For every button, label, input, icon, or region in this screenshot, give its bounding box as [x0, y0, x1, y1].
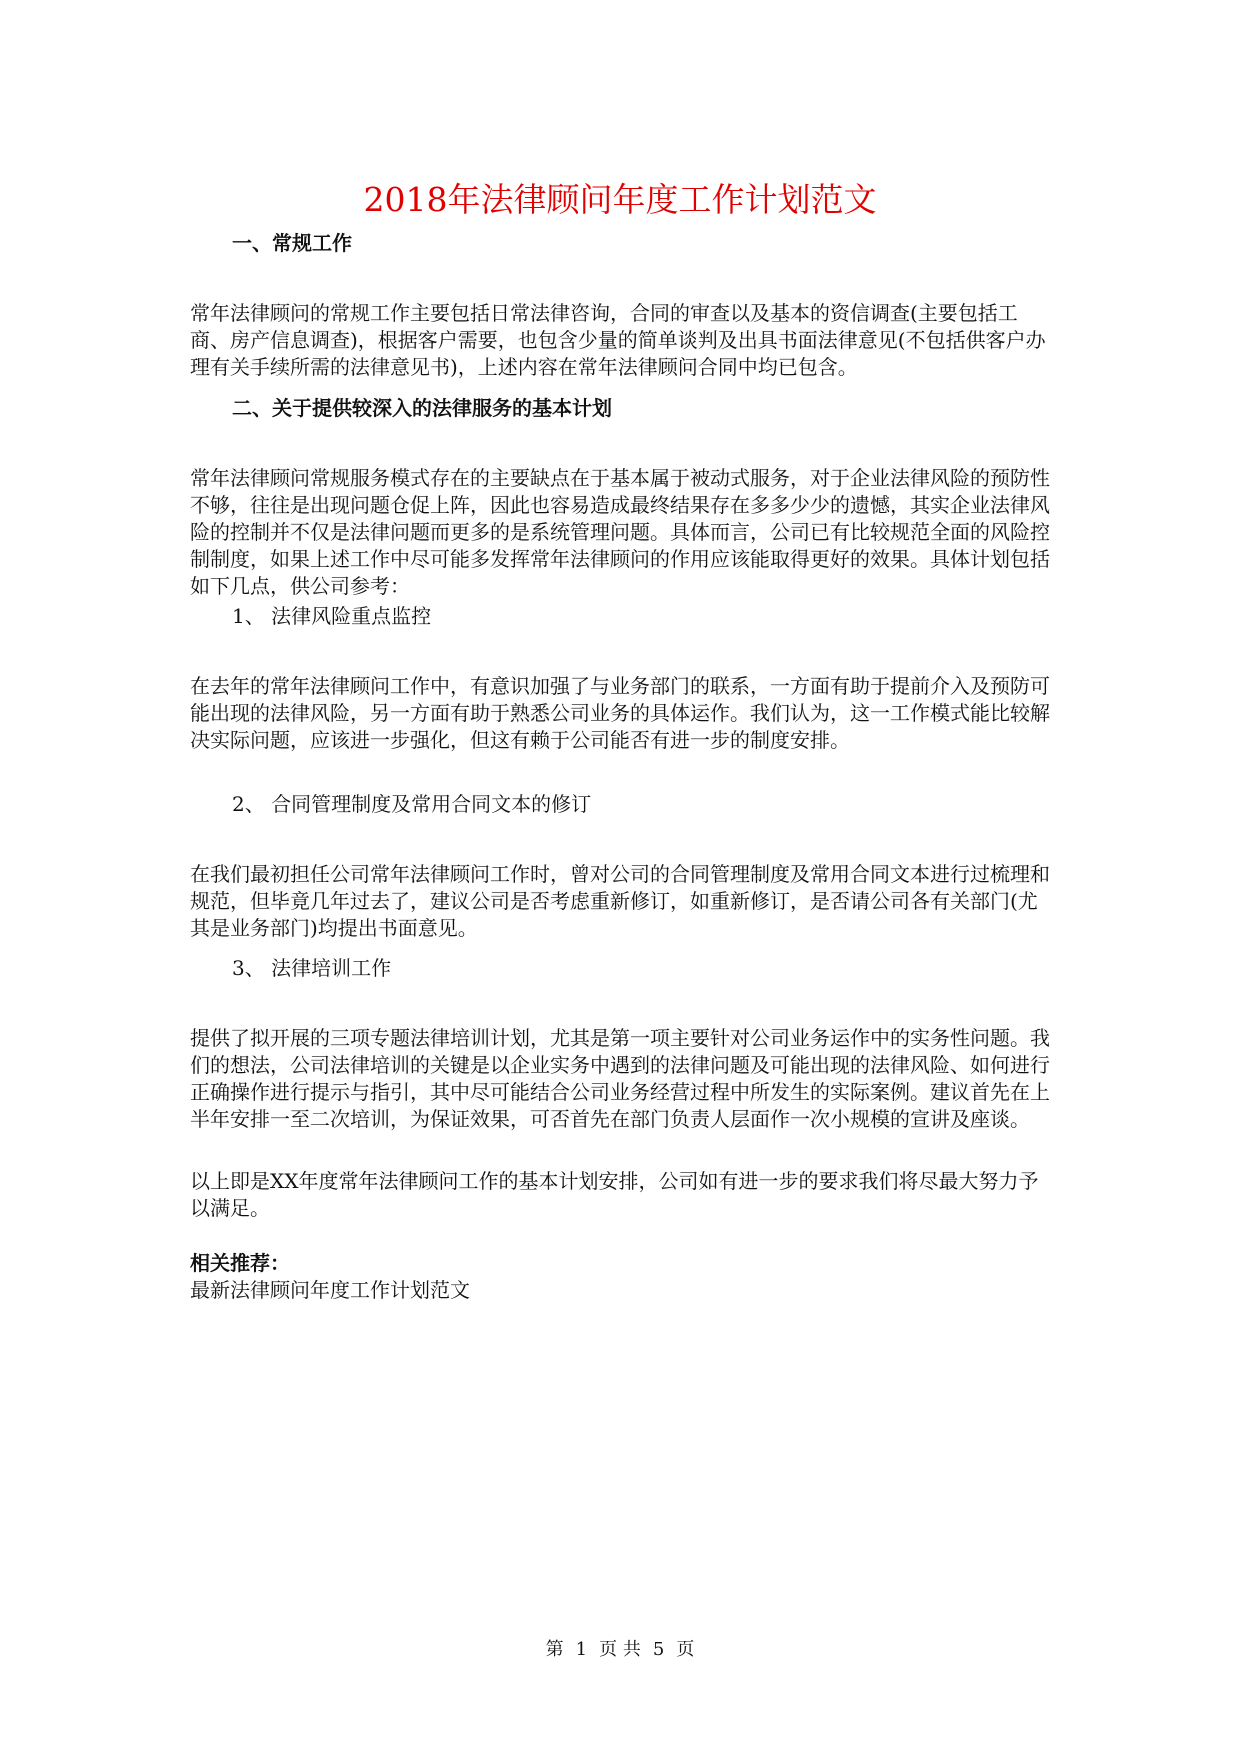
footer-middle: 页 共 — [599, 1639, 641, 1660]
item-1-heading: 1、 法律风险重点监控 — [232, 604, 432, 628]
section-2-paragraph: 常年法律顾问常规服务模式存在的主要缺点在于基本属于被动式服务，对于企业法律风险的预防性不够，往往是出现问题仓促上阵，因此也容易造成最终结果存在多多少少的遗憾，其实企业法律风险的控制并不仅是法律问题而更多的是系统管理问题。具体而言，公司已有比较规范全面的风险控制制度，如果上述工作中尽可能多发挥常年法律顾问的作用应该能取得更好的效果。具体计划包括如下几点，供公司参考： — [190, 466, 1050, 598]
item-2-heading: 2、 合同管理制度及常用合同文本的修订 — [232, 792, 592, 816]
section-2-heading: 二、关于提供较深入的法律服务的基本计划 — [232, 396, 612, 420]
footer-suffix: 页 — [676, 1639, 695, 1660]
closing-paragraph: 以上即是XX年度常年法律顾问工作的基本计划安排，公司如有进一步的要求我们将尽最大努力予以满足。 — [190, 1169, 1039, 1220]
item-1-paragraph: 在去年的常年法律顾问工作中，有意识加强了与业务部门的联系，一方面有助于提前介入及预防可能出现的法律风险，另一方面有助于熟悉公司业务的具体运作。我们认为，这一工作模式能比较解决实际问题，应该进一步强化，但这有赖于公司能否有进一步的制度安排。 — [190, 674, 1050, 752]
footer-current-page: 1 — [575, 1639, 588, 1660]
related-link[interactable]: 最新法律顾问年度工作计划范文 — [190, 1278, 470, 1302]
footer-prefix: 第 — [545, 1639, 564, 1660]
document-title: 2018年法律顾问年度工作计划范文 — [363, 180, 877, 219]
section-1-heading: 一、常规工作 — [232, 231, 352, 255]
item-3-paragraph: 提供了拟开展的三项专题法律培训计划，尤其是第一项主要针对公司业务运作中的实务性问题。我们的想法，公司法律培训的关键是以企业实务中遇到的法律问题及可能出现的法律风险、如何进行正确操作进行提示与指引，其中尽可能结合公司业务经营过程中所发生的实际案例。建议首先在上半年安排一至二次培训，为保证效果，可否首先在部门负责人层面作一次小规模的宣讲及座谈。 — [190, 1026, 1050, 1131]
page-footer — [0, 1635, 1240, 1661]
item-2-paragraph: 在我们最初担任公司常年法律顾问工作时，曾对公司的合同管理制度及常用合同文本进行过梳理和规范，但毕竟几年过去了，建议公司是否考虑重新修订，如重新修订，是否请公司各有关部门(尤其是业务部门)均提出书面意见。 — [190, 862, 1050, 940]
footer-total-pages: 5 — [652, 1639, 665, 1660]
related-label: 相关推荐： — [190, 1251, 290, 1275]
item-3-heading: 3、 法律培训工作 — [232, 956, 392, 980]
section-1-paragraph: 常年法律顾问的常规工作主要包括日常法律咨询，合同的审查以及基本的资信调查(主要包括工商、房产信息调查)，根据客户需要，也包含少量的简单谈判及出具书面法律意见(不包括供客户办理有关手续所需的法律意见书)，上述内容在常年法律顾问合同中均已包含。 — [190, 301, 1046, 379]
